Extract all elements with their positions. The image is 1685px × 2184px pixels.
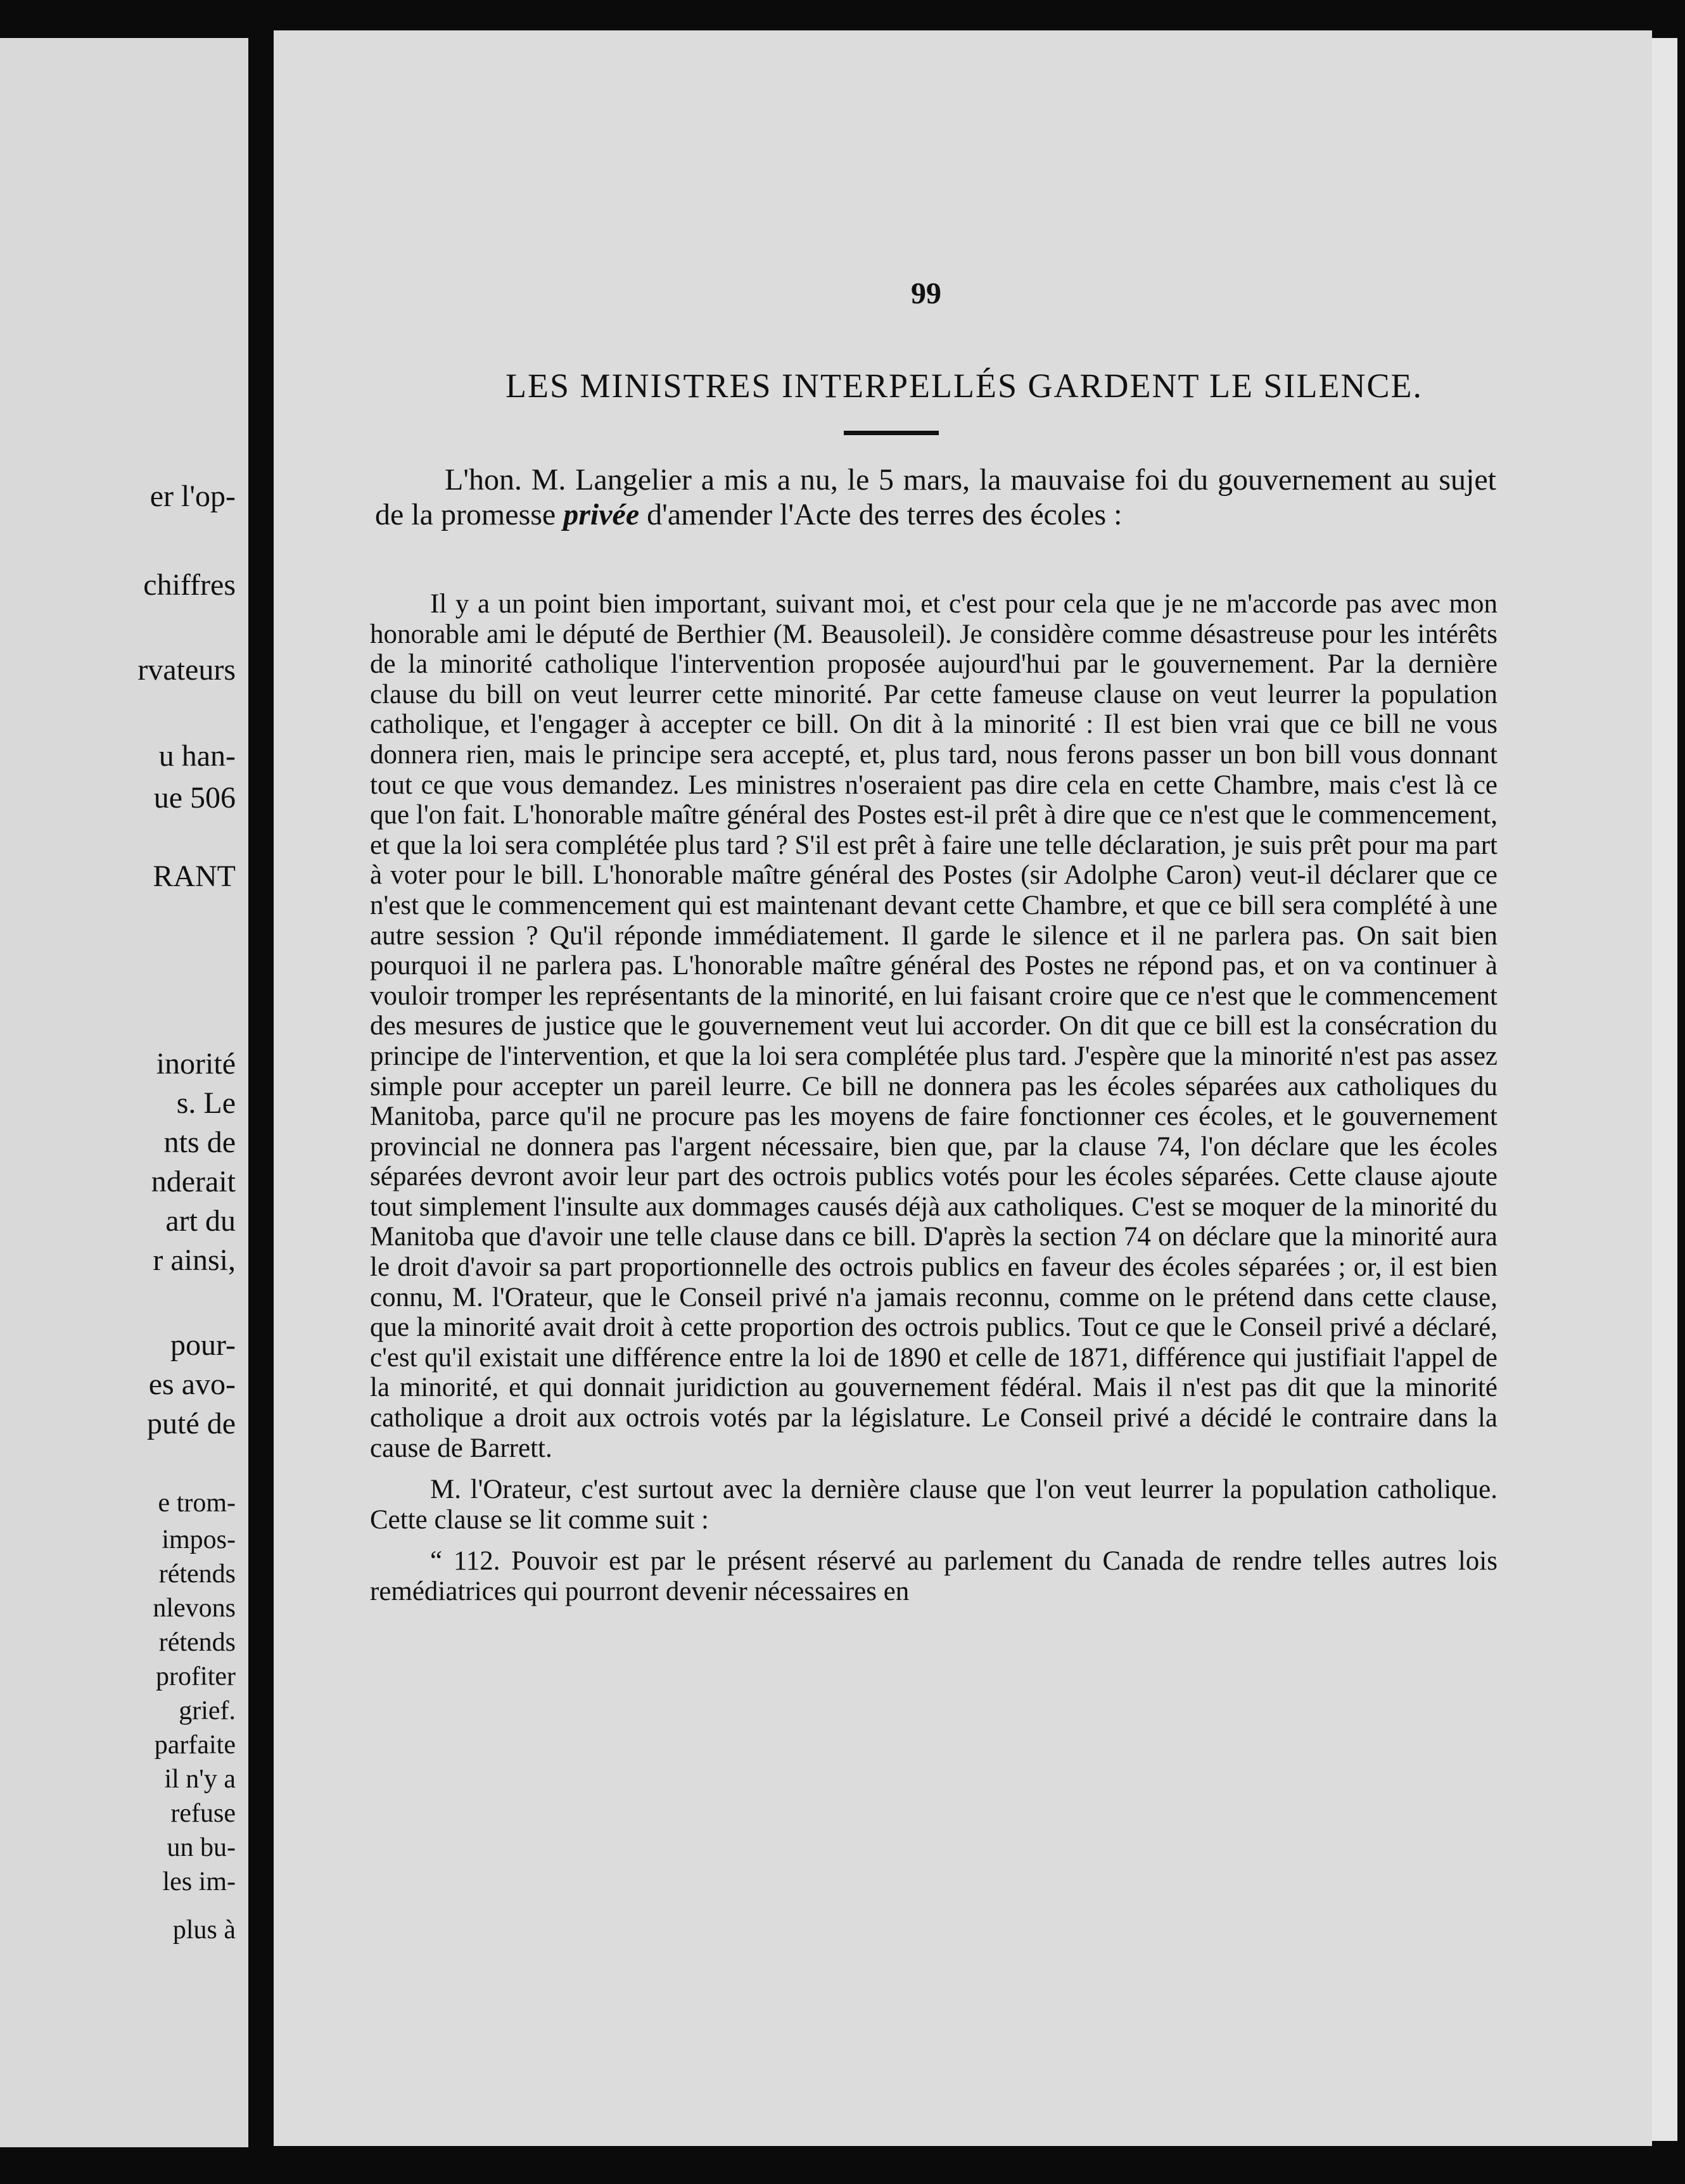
left-fragment: rétends	[158, 1559, 236, 1589]
left-fragment: RANT	[153, 860, 236, 893]
left-fragment: un bu-	[167, 1833, 236, 1862]
left-fragment: u han-	[158, 739, 236, 773]
document-page	[274, 30, 1652, 2146]
title-rule	[844, 431, 939, 435]
intro-text-start: L'hon. M. Langelier a mis a nu, le 5 mars, la mauvaise foi du gouvernement au sujet de la promesse	[375, 463, 1496, 531]
intro-text-end: d'amender l'Acte des terres des écoles :	[639, 498, 1122, 531]
left-fragment: chiffres	[143, 568, 236, 602]
previous-page-fragment	[0, 38, 248, 2147]
left-fragment: inorité	[156, 1047, 236, 1081]
left-fragment: rvateurs	[137, 653, 236, 687]
left-fragment: e trom-	[158, 1489, 236, 1518]
left-fragment: ue 506	[153, 781, 236, 815]
page-number: 99	[911, 277, 941, 310]
quoted-speech	[370, 589, 1497, 1618]
quote-paragraph: Il y a un point bien important, suivant moi, et c'est pour cela que je ne m'accorde pas avec mon honorable ami le député de Berthier (M. Beausoleil). Je considère comme désastreuse pour les intérêts de la minorité catholique l'intervention proposée aujourd'hui par le gouvernement. Par la dernière clause du bill on veut leurrer cette minorité. Par cette fameuse clause on veut leurrer la population catholique, et l'engager à accepter ce bill. On dit à la minorité : Il est bien vrai que ce bill ne vous donnera rien, mais le principe sera accepté, et, plus tard, nous ferons passer un bon bill vous donnant tout ce que vous demandez. Les ministres n'oseraient pas dire cela en cette Chambre, mais c'est là ce que l'on fait. L'honorable maître général des Postes est-il prêt à dire que ce n'est que le commencement, et que la loi sera complétée plus tard ? S'il est prêt à faire une telle déclaration, je suis prêt pour ma part à voter pour le bill. L'honorable maître général des Postes (sir Adolphe Caron) veut-il déclarer que ce n'est que le commencement qui est maintenant devant cette Chambre, et que ce bill sera complété à une autre session ? Qu'il réponde immédiatement. Il garde le silence et il ne parlera pas. On sait bien pourquoi il ne parlera pas. L'honorable maître général des Postes ne répond pas, et on va continuer à vouloir tromper les représentants de la minorité, en lui faisant croire que ce n'est que le commencement des mesures de justice que le gouvernement veut lui accorder. On dit que ce bill est la consécration du principe de l'intervention, et que la loi sera complétée plus tard. J'espère que la minorité n'est pas assez simple pour accepter un pareil leurre. Ce bill ne donnera pas les écoles séparées aux catholiques du Manitoba, parce qu'il ne procure pas les moyens de faire fonctionner ces écoles, et le gouvernement provincial ne donnera pas l'argent nécessaire, bien que, par la clause 74, l'on déclare que les écoles séparées devront avoir leur part des octrois publics votés pour les écoles séparées. Cette clause ajoute tout simplement l'insulte aux dommages causés déjà aux catholiques. C'est se moquer de la minorité du Manitoba que d'avoir une telle clause dans ce bill. D'après la section 74 on déclare que la minorité aura le droit d'avoir sa part proportionnelle des octrois publics en faveur des écoles séparées ; or, il est bien connu, M. l'Orateur, que le Conseil privé n'a jamais reconnu, comme on le prétend dans cette clause, que la minorité avait droit à cette proportion des octrois publics. Tout ce que le Conseil privé a déclaré, c'est qu'il existait une différence entre la loi de 1890 et celle de 1871, différence qui justifiait l'appel de la minorité, et qui donnait juridiction au gouvernement fédéral. Mais il n'est pas dit que la minorité catholique a droit aux octrois votés par la législature. Le Conseil privé a décidé le contraire dans la cause de Barrett.	[370, 589, 1497, 1463]
page-edge	[1652, 38, 1677, 2141]
left-fragment: es avo-	[148, 1368, 236, 1401]
page-gutter	[248, 25, 274, 2179]
left-fragment: refuse	[170, 1799, 236, 1828]
left-fragment: plus à	[172, 1915, 236, 1945]
left-fragment: puté de	[147, 1407, 236, 1440]
quote-paragraph: “ 112. Pouvoir est par le présent réservé au parlement du Canada de rendre telles autres lois remédiatrices qui pourront devenir nécessaires en	[370, 1546, 1497, 1606]
intro-paragraph	[375, 462, 1496, 532]
left-fragment: les im-	[162, 1867, 236, 1896]
left-fragment: rétends	[158, 1628, 236, 1657]
left-fragment: profiter	[156, 1662, 236, 1691]
left-fragment: pour-	[170, 1328, 236, 1362]
left-fragment: nlevons	[153, 1594, 236, 1623]
left-fragment: art du	[165, 1204, 236, 1238]
emphasized-word: privée	[563, 498, 640, 531]
left-fragment: nderait	[151, 1165, 236, 1198]
page-title: LES MINISTRES INTERPELLÉS GARDENT LE SILENCE.	[506, 367, 1423, 405]
left-fragment: nts de	[163, 1126, 236, 1159]
left-fragment: parfaite	[154, 1730, 236, 1760]
quote-paragraph: M. l'Orateur, c'est surtout avec la dernière clause que l'on veut leurrer la population catholique. Cette clause se lit comme suit :	[370, 1475, 1497, 1535]
left-fragment: impos-	[162, 1525, 236, 1554]
left-fragment: s. Le	[176, 1086, 236, 1120]
left-fragment: il n'y a	[164, 1765, 236, 1794]
left-fragment: r ainsi,	[153, 1243, 236, 1277]
left-fragment: er l'op-	[149, 479, 236, 513]
left-fragment: grief.	[179, 1696, 236, 1725]
